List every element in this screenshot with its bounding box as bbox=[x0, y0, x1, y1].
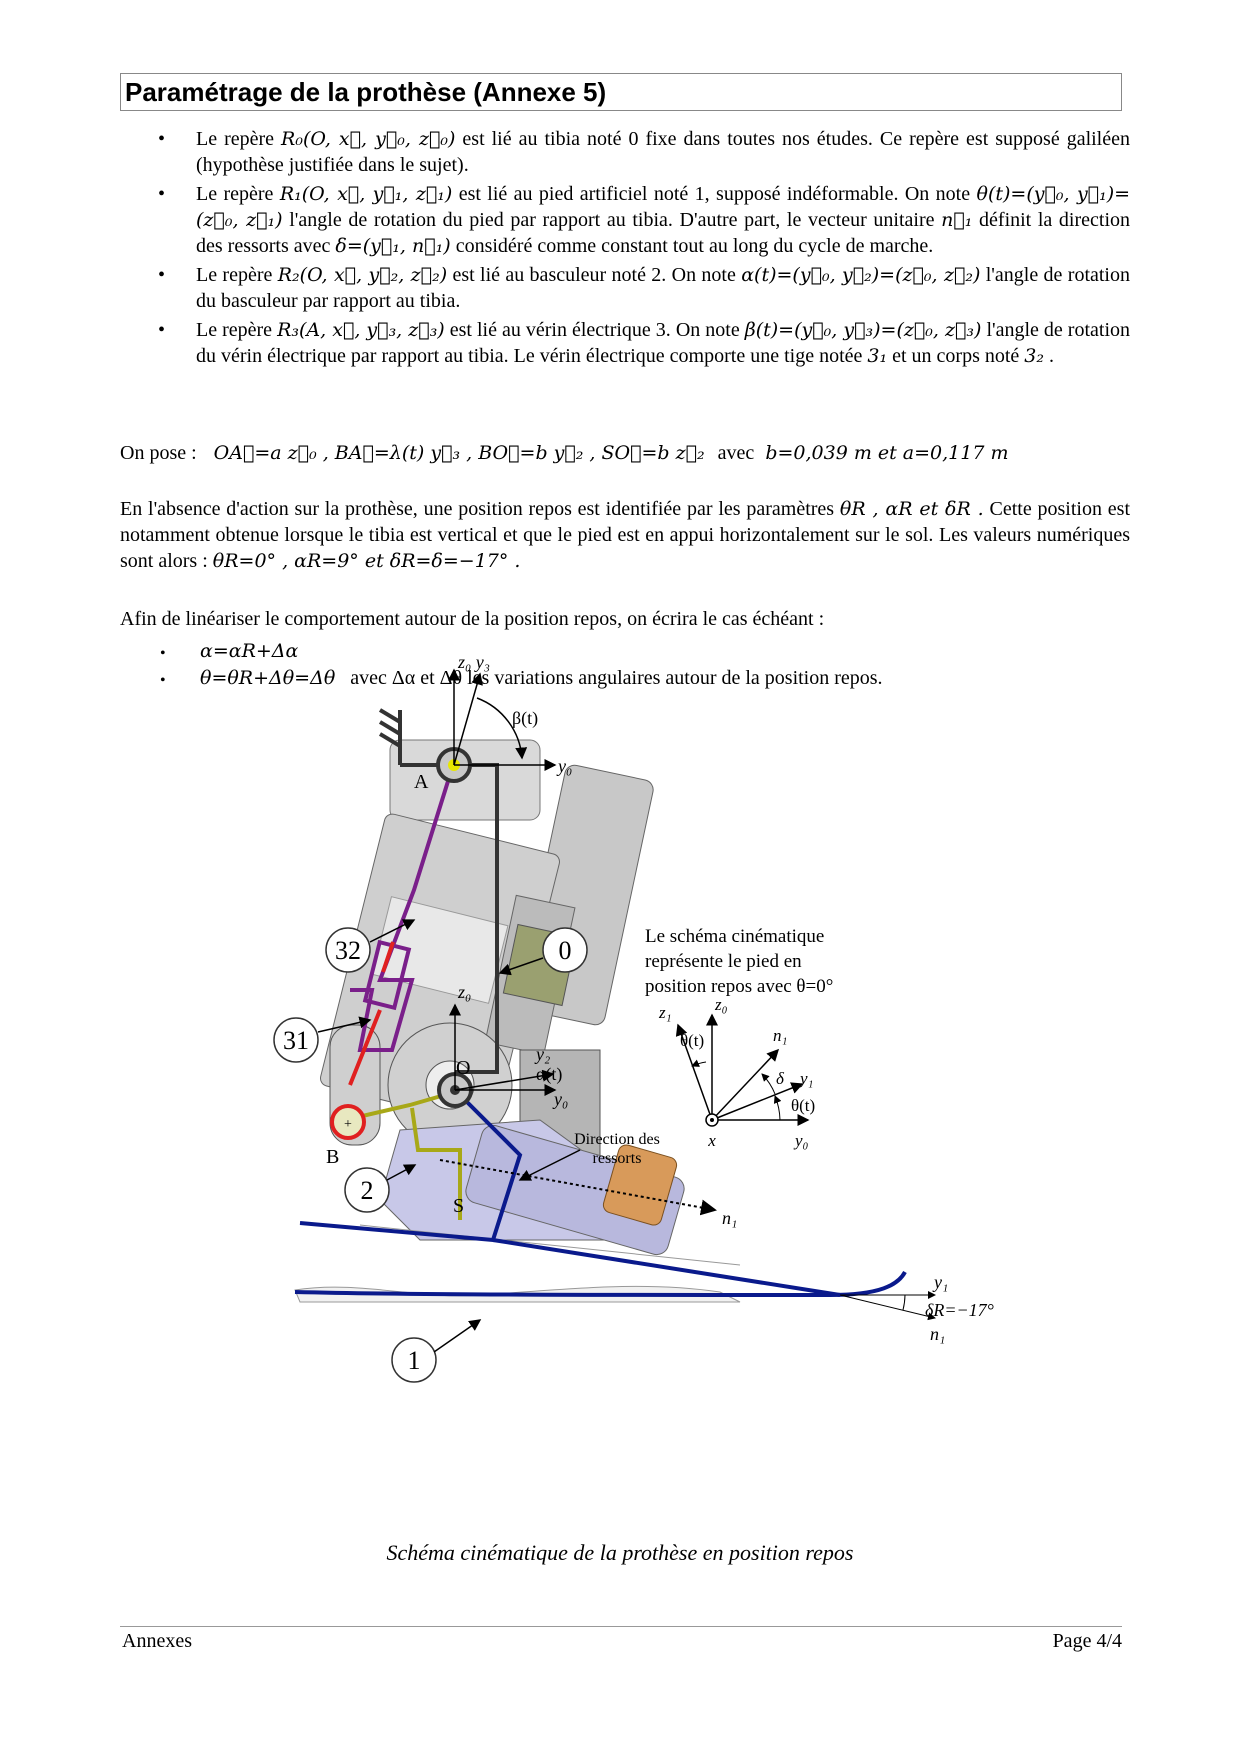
footer-section: Annexes bbox=[122, 1630, 192, 1652]
label-z0-small: z₀ bbox=[715, 995, 728, 1014]
prosthesis-photo bbox=[295, 740, 740, 1302]
length-values: b=0,039 m et a=0,117 m bbox=[765, 442, 1009, 464]
label-y0-top: y₀ bbox=[558, 756, 573, 776]
label-x: x bbox=[708, 1131, 716, 1150]
angle-formula: θ(t)=(y⃗₀, y⃗₁)=(z⃗₀, z⃗₁) bbox=[196, 183, 1131, 231]
part-formula: 3₁ bbox=[867, 345, 888, 367]
label-part-31: 31 bbox=[283, 1026, 309, 1055]
part-formula: 3₂ bbox=[1024, 345, 1045, 367]
angle-formula: δ=(y⃗₁, n⃗₁) bbox=[335, 235, 451, 257]
theta-formula: θ=θR+Δθ=Δθ bbox=[200, 667, 336, 689]
bullet-text: est lié au tibia noté 0 fixe dans toutes nos études. Ce repère est supposé galiléen (hypothèse justifiée dans le sujet). bbox=[196, 128, 1130, 176]
footer-page-number: Page 4/4 bbox=[1052, 1630, 1122, 1652]
label-y0-o: y₀ bbox=[554, 1089, 569, 1109]
list-item bbox=[120, 262, 1130, 314]
label-y1-small: y₁ bbox=[800, 1069, 814, 1088]
repos-values: θR=0° , αR=9° et δR=δ=−17° . bbox=[212, 550, 521, 572]
list-item bbox=[120, 638, 1130, 665]
bullet-text: est lié au vérin électrique 3. On note bbox=[449, 319, 740, 341]
on-pose-line bbox=[120, 440, 1130, 466]
bullet-text: définit la direction des ressorts avec bbox=[196, 209, 1131, 257]
label-z0-o: z₀ bbox=[458, 982, 472, 1002]
frame-definitions-list bbox=[120, 126, 1130, 372]
bullet-text: et un corps noté bbox=[892, 345, 1020, 367]
linearise-intro: Afin de linéariser le comportement autour de la position repos, on écrira le cas échéant : bbox=[120, 608, 825, 630]
repos-paragraph bbox=[120, 496, 1130, 574]
label-springs-1: Direction des bbox=[574, 1131, 660, 1148]
bullet-prefix: Le repère bbox=[196, 128, 275, 150]
label-part-1: 1 bbox=[407, 1346, 421, 1375]
label-z1: z₁ bbox=[659, 1003, 672, 1022]
list-item bbox=[120, 317, 1130, 369]
label-y2: y₂ bbox=[536, 1044, 551, 1064]
label-n1-foot: n₁ bbox=[930, 1324, 946, 1344]
joint-b bbox=[332, 1106, 364, 1138]
on-pose-label: On pose : bbox=[120, 442, 197, 464]
bullet-prefix: Le repère bbox=[196, 319, 273, 341]
svg-text:+: + bbox=[344, 1117, 352, 1132]
bullet-text: considéré comme constant tout au long du cycle de marche. bbox=[455, 235, 934, 257]
label-y1-foot: y₁ bbox=[934, 1272, 949, 1292]
page-title: Paramétrage de la prothèse (Annexe 5) bbox=[120, 73, 1122, 111]
bullet-text: . bbox=[1049, 345, 1055, 367]
list-item bbox=[120, 181, 1130, 259]
label-alpha: α(t) bbox=[536, 1064, 563, 1084]
note-line-2: représente le pied en bbox=[645, 951, 802, 972]
label-delta-small: δ bbox=[776, 1069, 784, 1088]
label-part-32: 32 bbox=[335, 936, 361, 965]
frame-formula: R₁(O, x⃗, y⃗₁, z⃗₁) bbox=[279, 183, 453, 205]
label-b: B bbox=[326, 1146, 340, 1168]
bullet-text: est lié au pied artificiel noté 1, supposé indéformable. On note bbox=[458, 183, 971, 205]
label-beta: β(t) bbox=[512, 708, 539, 728]
label-theta-bottom: θ(t) bbox=[791, 1096, 816, 1115]
vector-formula: n⃗₁ bbox=[941, 209, 973, 231]
footer-divider bbox=[120, 1626, 1122, 1627]
label-n1-small: n₁ bbox=[773, 1026, 788, 1045]
foot-angle bbox=[840, 1295, 935, 1318]
frame-formula: R₂(O, x⃗, y⃗₂, z⃗₂) bbox=[277, 264, 448, 286]
note-line-3: position repos avec θ=0° bbox=[645, 976, 834, 997]
angle-formula: β(t)=(y⃗₀, y⃗₃)=(z⃗₀, z⃗₃) bbox=[744, 319, 982, 341]
linearise-text: avec Δα et Δθ les variations angulaires autour de la position repos. bbox=[350, 667, 883, 689]
label-o: O bbox=[456, 1057, 471, 1079]
bullet-prefix: Le repère bbox=[196, 264, 273, 286]
frame-formula: R₃(A, x⃗, y⃗₃, z⃗₃) bbox=[277, 319, 445, 341]
note-line-1: Le schéma cinématique bbox=[645, 926, 825, 947]
callout-1 bbox=[392, 1320, 480, 1382]
label-springs-2: ressorts bbox=[592, 1150, 642, 1167]
alpha-formula: α=αR+Δα bbox=[200, 640, 299, 662]
frame-formula: R₀(O, x⃗, y⃗₀, z⃗₀) bbox=[281, 128, 456, 150]
list-item bbox=[120, 126, 1130, 178]
label-y0-small: y₀ bbox=[795, 1131, 809, 1150]
vector-definitions: OA⃗=a z⃗₀ , BA⃗=λ(t) y⃗₃ , BO⃗=b y⃗₂ , SO⃗=b z⃗₂ bbox=[213, 442, 705, 464]
label-z0-y3: z₀ y₃ bbox=[458, 652, 491, 672]
repos-params: θR , αR et δR . bbox=[839, 498, 984, 520]
angle-formula: α(t)=(y⃗₀, y⃗₂)=(z⃗₀, z⃗₂) bbox=[741, 264, 981, 286]
bullet-text: l'angle de rotation du vérin électrique par rapport au tibia. Le vérin électrique comporte une tige notée bbox=[196, 319, 1131, 367]
bullet-text: est lié au basculeur noté 2. On note bbox=[452, 264, 736, 286]
label-a: A bbox=[414, 771, 429, 793]
bullet-text: l'angle de rotation du basculeur par rapport au tibia. bbox=[196, 264, 1130, 312]
label-n1-spring: n₁ bbox=[722, 1208, 738, 1228]
bullet-prefix: Le repère bbox=[196, 183, 274, 205]
label-theta-top: θ(t) bbox=[680, 1031, 705, 1050]
repos-text: En l'absence d'action sur la prothèse, une position repos est identifiée par les paramètres bbox=[120, 498, 835, 520]
label-s: S bbox=[453, 1195, 465, 1217]
label-part-2: 2 bbox=[360, 1176, 374, 1205]
label-delta-r: δR=−17° bbox=[925, 1300, 994, 1320]
avec-text: avec bbox=[717, 442, 755, 464]
figure-caption: Schéma cinématique de la prothèse en position repos bbox=[386, 1540, 854, 1565]
bullet-text: l'angle de rotation du pied par rapport au tibia. D'autre part, le vecteur unitaire bbox=[289, 209, 935, 231]
label-part-0: 0 bbox=[558, 936, 572, 965]
repos-text: Cette position est notamment obtenue lorsque le tibia est vertical et que le pied est en appui horizontalement sur le sol. Les valeurs numériques sont alors : bbox=[120, 498, 1130, 572]
